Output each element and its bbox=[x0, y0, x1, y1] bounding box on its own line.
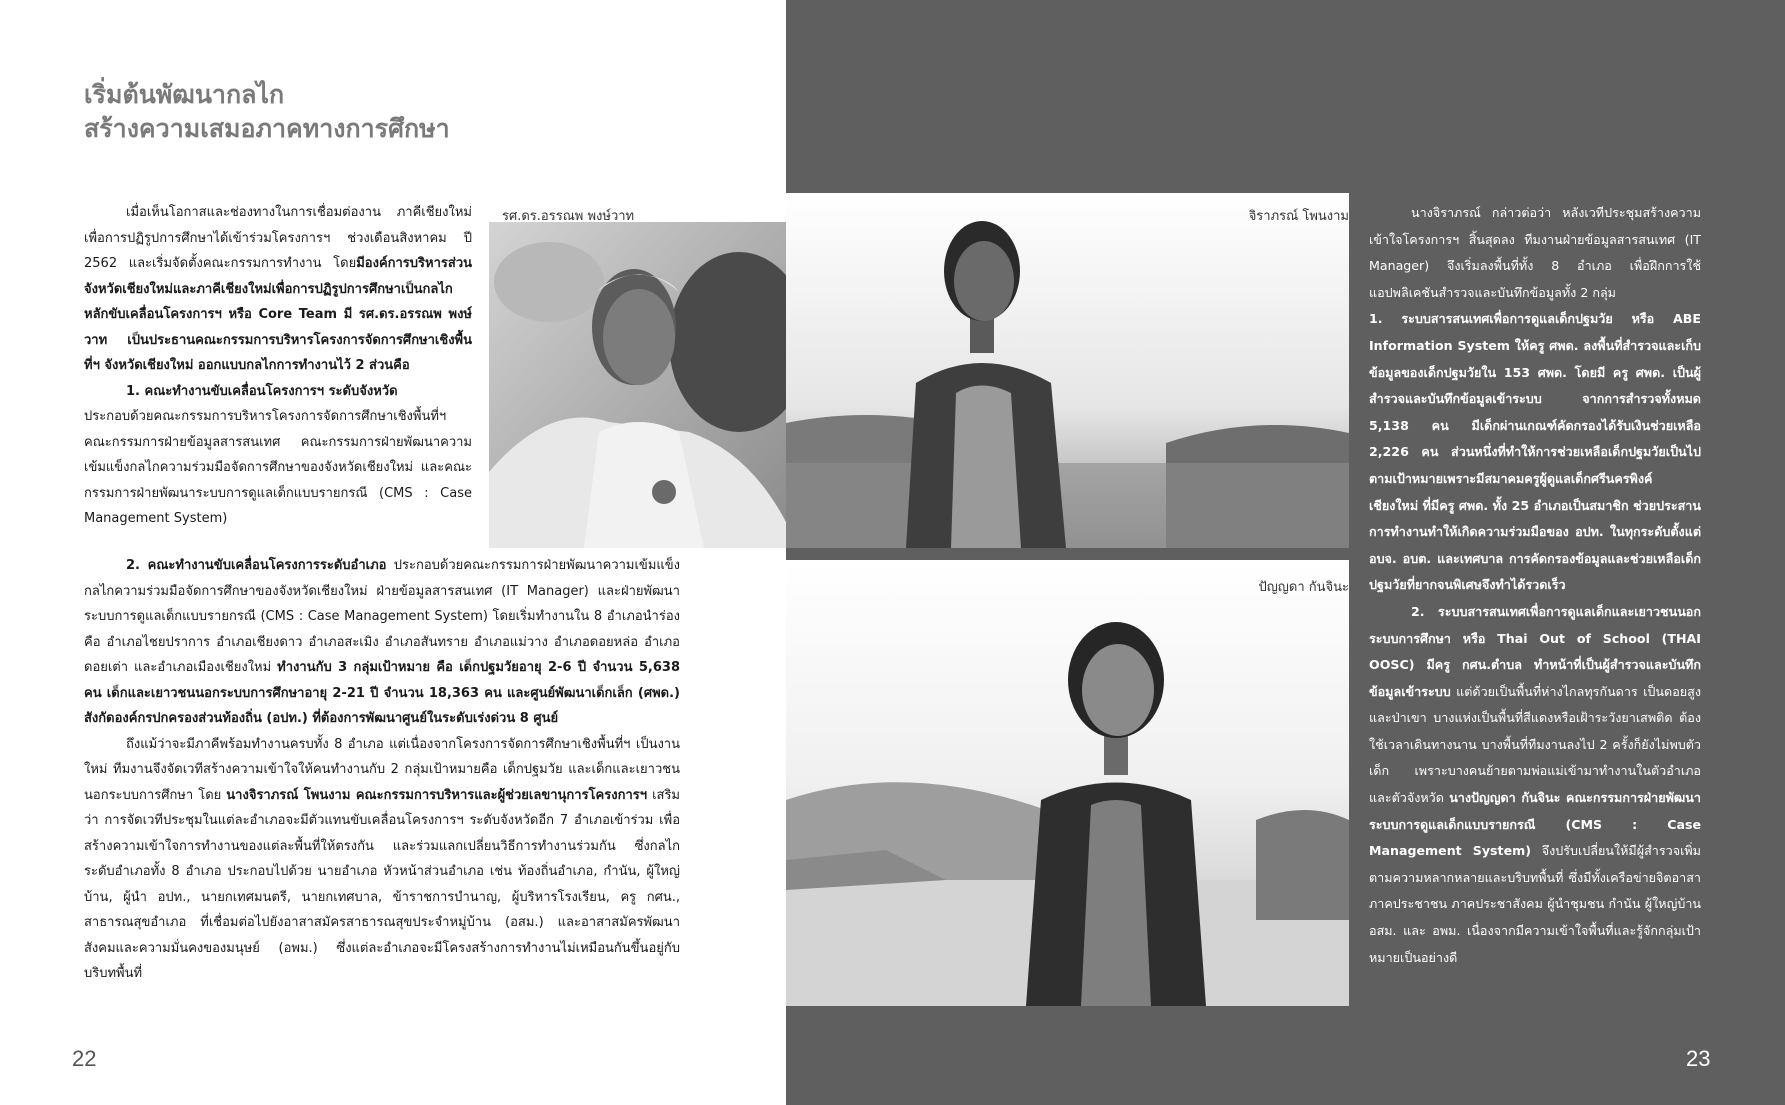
page-number-left: 22 bbox=[72, 1046, 97, 1071]
paragraph-thai-oosc: 2. ระบบสารสนเทศเพื่อการดูแลเด็กและเยาวชนนอกระบบการศึกษา หรือ Thai Out of School (THAI OOSC) มีครู กศน.ตำบล ทำหน้าที่เป็นผู้สำรวจและบันทึกข้อมูลเข้าระบบ แต่ด้วยเป็นพื้นที่ห่างไกลทุรกันดาร เป็นดอยสูงและป่าเขา บางแห่งเป็นพื้นที่สีแดงหรือเฝ้าระวังยาเสพติด ต้องใช้เวลาเดินทางนาน บางพื้นที่ทีมงานลงไป 2 ครั้งก็ยังไม่พบตัวเด็ก เพราะบางคนย้ายตามพ่อแม่เข้ามาทำงานในตัวอำเภอและตัวจังหวัด นางปัญญดา กันจินะ คณะกรรมการฝ่ายพัฒนาระบบการดูแลเด็กแบบรายกรณี (CMS : Case Management System) จึงปรับเปลี่ยนให้มีผู้สำรวจเพิ่มตามความหลากหลายและบริบทพื้นที่ ซึ่งมีทั้งเครือข่ายจิตอาสา ภาคประชาชน ภาคประชาสังคม ผู้นำชุมชน กำนัน ผู้ใหญ่บ้าน อสม. และ อพม. เนื่องจากมีความเข้าใจพื้นที่และรู้จักกลุ่มเป้าหมายเป็นอย่างดี bbox=[1369, 603, 1701, 965]
left-page bbox=[0, 0, 786, 1105]
portrait-photo-jiraporn bbox=[786, 193, 1349, 548]
heading-line-1: เริ่มต้นพัฒนากลไก bbox=[84, 80, 285, 109]
portrait-photo-annop bbox=[489, 222, 786, 548]
paragraph-abe-system: 1. ระบบสารสนเทศเพื่อการดูแลเด็กปฐมวัย หรือ ABE Information System ให้ครู ศพด. ลงพื้นที่สำรวจและเก็บข้อมูลของเด็กปฐมวัยใน 153 ศพด. โดยมี ครู ศพด. เป็นผู้สำรวจและบันทึกข้อมูลเข้าระบบ จากการสำรวจทั้งหมด 5,138 คน มีเด็กผ่านเกณฑ์คัดกรองได้รับเงินช่วยเหลือ 2,226 คน ส่วนหนึ่งที่ทำให้การช่วยเหลือเด็กปฐมวัยเป็นไปตามเป้าหมายเพราะมีสมาคมครูผู้ดูแลเด็กศรีนครพิงค์เชียงใหม่ ที่มีครู ศพด. ทั้ง 25 อำเภอเป็นสมาชิก ช่วยประสานการทำงานทำให้เกิดความร่วมมือของ อปท. ในทุกระดับตั้งแต่ อบจ. อบต. และเทศบาล การคัดกรองข้อมูลและช่วยเหลือเด็กปฐมวัยที่ยากจนพิเศษจึงทำได้รวดเร็ว bbox=[1369, 311, 1701, 593]
paragraph-province-team-detail: ประกอบด้วยคณะกรรมการบริหารโครงการจัดการศึกษาเชิงพื้นที่ฯ คณะกรรมการฝ่ายข้อมูลสารสนเทศ คณะกรรมการฝ่ายพัฒนาความเข้มแข็งกลไกความร่วมมือจัดการศึกษาของจังหวัดเชียงใหม่ และคณะกรรมการฝ่ายพัฒนาระบบการดูแลเด็กแบบรายกรณี (CMS : Case Management System) bbox=[84, 409, 472, 526]
paragraph-intro: เมื่อเห็นโอกาสและช่องทางในการเชื่อมต่องาน ภาคีเชียงใหม่เพื่อการปฏิรูปการศึกษาได้เข้าร่วมโครงการฯ ช่วงเดือนสิงหาคม ปี 2562 และเริ่มจัดตั้งคณะกรรมการทำงาน โดยมีองค์การบริหารส่วนจังหวัดเชียงใหม่และภาคีเชียงใหม่เพื่อการปฏิรูปการศึกษาเป็นกลไกหลักขับเคลื่อนโครงการฯ หรือ Core Team มี รศ.ดร.อรรณพ พงษ์วาท เป็นประธานคณะกรรมการบริหารโครงการจัดการศึกษาเชิงพื้นที่ฯ จังหวัดเชียงใหม่ ออกแบบกลไกการทำงานไว้ 2 ส่วนคือ bbox=[84, 205, 472, 373]
photo-caption-annop: รศ.ดร.อรรณพ พงษ์วาท bbox=[502, 209, 635, 224]
portrait-photo-panyada bbox=[786, 560, 1349, 1006]
page-number-right: 23 bbox=[1686, 1046, 1711, 1071]
heading-line-2: สร้างความเสมอภาคทางการศึกษา bbox=[84, 114, 450, 143]
right-column bbox=[1369, 200, 1701, 971]
paragraph-it-manager: นางจิราภรณ์ กล่าวต่อว่า หลังเวทีประชุมสร้างความเข้าใจโครงการฯ สิ้นสุดลง ทีมงานฝ่ายข้อมูลสารสนเทศ (IT Manager) จึงเริ่มลงพื้นที่ทั้ง 8 อำเภอ เพื่อฝึกการใช้แอปพลิเคชันสำรวจและบันทึกข้อมูลทั้ง 2 กลุ่ม bbox=[1369, 205, 1701, 300]
left-column-top bbox=[84, 200, 472, 532]
paragraph-stakeholders: ถึงแม้ว่าจะมีภาคีพร้อมทำงานครบทั้ง 8 อำเภอ แต่เนื่องจากโครงการจัดการศึกษาเชิงพื้นที่ฯ เป็นงานใหม่ ทีมงานจึงจัดเวทีสร้างความเข้าใจให้คนทำงานกับ 2 กลุ่มเป้าหมายคือ เด็กปฐมวัย และเด็กและเยาวชนนอกระบบการศึกษา โดย นางจิราภรณ์ โพนงาม คณะกรรมการบริหารและผู้ช่วยเลขานุการโครงการฯ เสริมว่า การจัดเวทีประชุมในแต่ละอำเภอจะมีตัวแทนขับเคลื่อนโครงการฯ ระดับจังหวัดอีก 7 อำเภอเข้าร่วม เพื่อสร้างความเข้าใจการทำงานของแต่ละพื้นที่ให้ตรงกัน และร่วมแลกเปลี่ยนวิธีการทำงานร่วมกัน ซึ่งกลไกระดับอำเภอทั้ง 8 อำเภอ ประกอบไปด้วย นายอำเภอ หัวหน้าส่วนอำเภอ เช่น ท้องถิ่นอำเภอ, กำนัน, ผู้ใหญ่บ้าน, ผู้นำ อปท., นายกเทศมนตรี, นายกเทศบาล, ข้าราชการบำนาญ, ผู้บริหารโรงเรียน, ครู กศน., สาธารณสุขอำเภอ ที่เชื่อมต่อไปยังอาสาสมัครสาธารณสุขประจำหมู่บ้าน (อสม.) และอาสาสมัครพัฒนาสังคมและความมั่นคงของมนุษย์ (อพม.) ซึ่งแต่ละอำเภอจะมีโครงสร้างการทำงานไม่เหมือนกันขึ้นอยู่กับบริบทพื้นที่ bbox=[84, 736, 680, 981]
photo-caption-jiraporn: จิราภรณ์ โพนงาม bbox=[1248, 209, 1349, 224]
left-column-bottom bbox=[84, 553, 680, 987]
photo-caption-panyada: ปัญญดา กันจินะ bbox=[1258, 580, 1349, 595]
page-heading bbox=[84, 78, 450, 146]
paragraph-district-team: 2. คณะทำงานขับเคลื่อนโครงการระดับอำเภอ ประกอบด้วยคณะกรรมการฝ่ายพัฒนาความเข้มแข็งกลไกความร่วมมือจัดการศึกษาของจังหวัดเชียงใหม่ ฝ่ายข้อมูลสารสนเทศ (IT Manager) และฝ่ายพัฒนาระบบการดูแลเด็กแบบรายกรณี (CMS : Case Management System) โดยเริ่มทำงานใน 8 อำเภอนำร่อง คือ อำเภอไชยปราการ อำเภอเชียงดาว อำเภอสะเมิง อำเภอสันทราย อำเภอแม่วาง อำเภอดอยหล่อ อำเภอดอยเต่า และอำเภอเมืองเชียงใหม่ ทำงานกับ 3 กลุ่มเป้าหมาย คือ เด็กปฐมวัยอายุ 2-6 ปี จำนวน 5,638 คน เด็กและเยาวชนนอกระบบการศึกษาอายุ 2-21 ปี จำนวน 18,363 คน และศูนย์พัฒนาเด็กเล็ก (ศพด.) สังกัดองค์กรปกครองส่วนท้องถิ่น (อปท.) ที่ต้องการพัฒนาศูนย์ในระดับเร่งด่วน 8 ศูนย์ bbox=[84, 558, 680, 726]
paragraph-province-team: 1. คณะทำงานขับเคลื่อนโครงการฯ ระดับจังหวัด bbox=[126, 383, 398, 399]
